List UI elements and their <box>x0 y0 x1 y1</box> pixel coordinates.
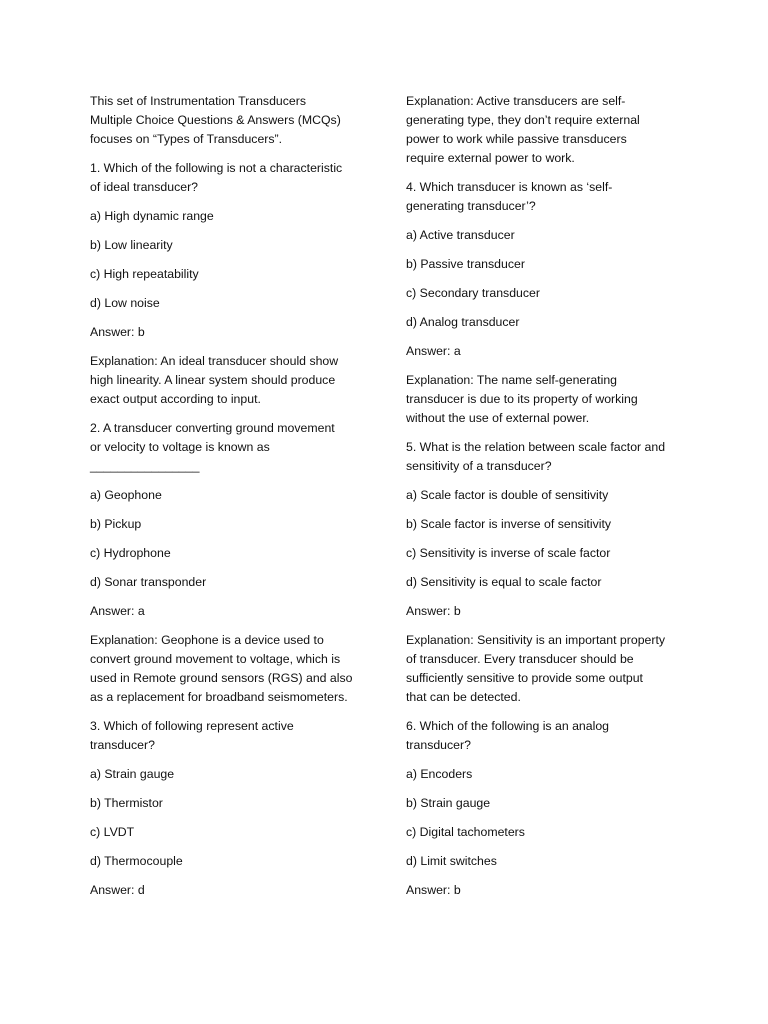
q6-option-a: a) Encoders <box>406 767 473 781</box>
q3-explanation: Explanation: Active transducers are self- generating type, they don’t require external power to work while passive transducers require external power to work. <box>406 94 640 165</box>
question-5: 5. What is the relation between scale factor and sensitivity of a transducer? <box>406 440 666 473</box>
q4-option-b: b) Passive transducer <box>406 257 525 271</box>
q3-option-b: b) Thermistor <box>90 796 163 810</box>
q5-explanation: Explanation: Sensitivity is an important property of transducer. Every transducer should be sufficiently sensitive to provide some output that can be detected. <box>406 633 666 704</box>
q2-explanation: Explanation: Geophone is a device used to convert ground movement to voltage, which is used in Remote ground sensors (RGS) and also as a replacement for broadband seismometers. <box>90 633 353 704</box>
q4-option-a: a) Active transducer <box>406 228 515 242</box>
q1-option-a: a) High dynamic range <box>90 209 214 223</box>
q1-explanation: Explanation: An ideal transducer should show high linearity. A linear system should produce exact output according to input. <box>90 354 339 406</box>
question-3: 3. Which of following represent active transducer? <box>90 719 294 752</box>
q1-answer: Answer: b <box>90 325 145 339</box>
left-column <box>90 92 365 910</box>
q1-option-b: b) Low linearity <box>90 238 173 252</box>
q6-option-c: c) Digital tachometers <box>406 825 525 839</box>
q2-option-d: d) Sonar transponder <box>90 575 207 589</box>
q4-explanation: Explanation: The name self-generating transducer is due to its property of working without the use of external power. <box>406 373 638 425</box>
q6-option-b: b) Strain gauge <box>406 796 491 810</box>
right-column <box>406 92 681 910</box>
q4-option-c: c) Secondary transducer <box>406 286 540 300</box>
q2-answer: Answer: a <box>90 604 145 618</box>
q2-option-a: a) Geophone <box>90 488 162 502</box>
intro-text: This set of Instrumentation Transducers Multiple Choice Questions & Answers (MCQs) focuses on “Types of Transducers”. <box>90 94 341 146</box>
q4-answer: Answer: a <box>406 344 461 358</box>
q6-answer: Answer: b <box>406 883 461 897</box>
q5-answer: Answer: b <box>406 604 461 618</box>
q3-option-a: a) Strain gauge <box>90 767 175 781</box>
q2-option-c: c) Hydrophone <box>90 546 171 560</box>
q1-option-d: d) Low noise <box>90 296 160 310</box>
q5-option-c: c) Sensitivity is inverse of scale factor <box>406 546 611 560</box>
q5-option-a: a) Scale factor is double of sensitivity <box>406 488 609 502</box>
q5-option-d: d) Sensitivity is equal to scale factor <box>406 575 602 589</box>
q5-option-b: b) Scale factor is inverse of sensitivity <box>406 517 612 531</box>
q6-option-d: d) Limit switches <box>406 854 497 868</box>
question-6: 6. Which of the following is an analog transducer? <box>406 719 610 752</box>
q1-option-c: c) High repeatability <box>90 267 199 281</box>
question-4: 4. Which transducer is known as ‘self- generating transducer’? <box>406 180 613 213</box>
q4-option-d: d) Analog transducer <box>406 315 520 329</box>
q2-option-b: b) Pickup <box>90 517 142 531</box>
q3-answer: Answer: d <box>90 883 145 897</box>
q3-option-d: d) Thermocouple <box>90 854 183 868</box>
q3-option-c: c) LVDT <box>90 825 135 839</box>
question-2: 2. A transducer converting ground movement or velocity to voltage is known as ________________ <box>90 421 335 473</box>
question-1: 1. Which of the following is not a characteristic of ideal transducer? <box>90 161 343 194</box>
